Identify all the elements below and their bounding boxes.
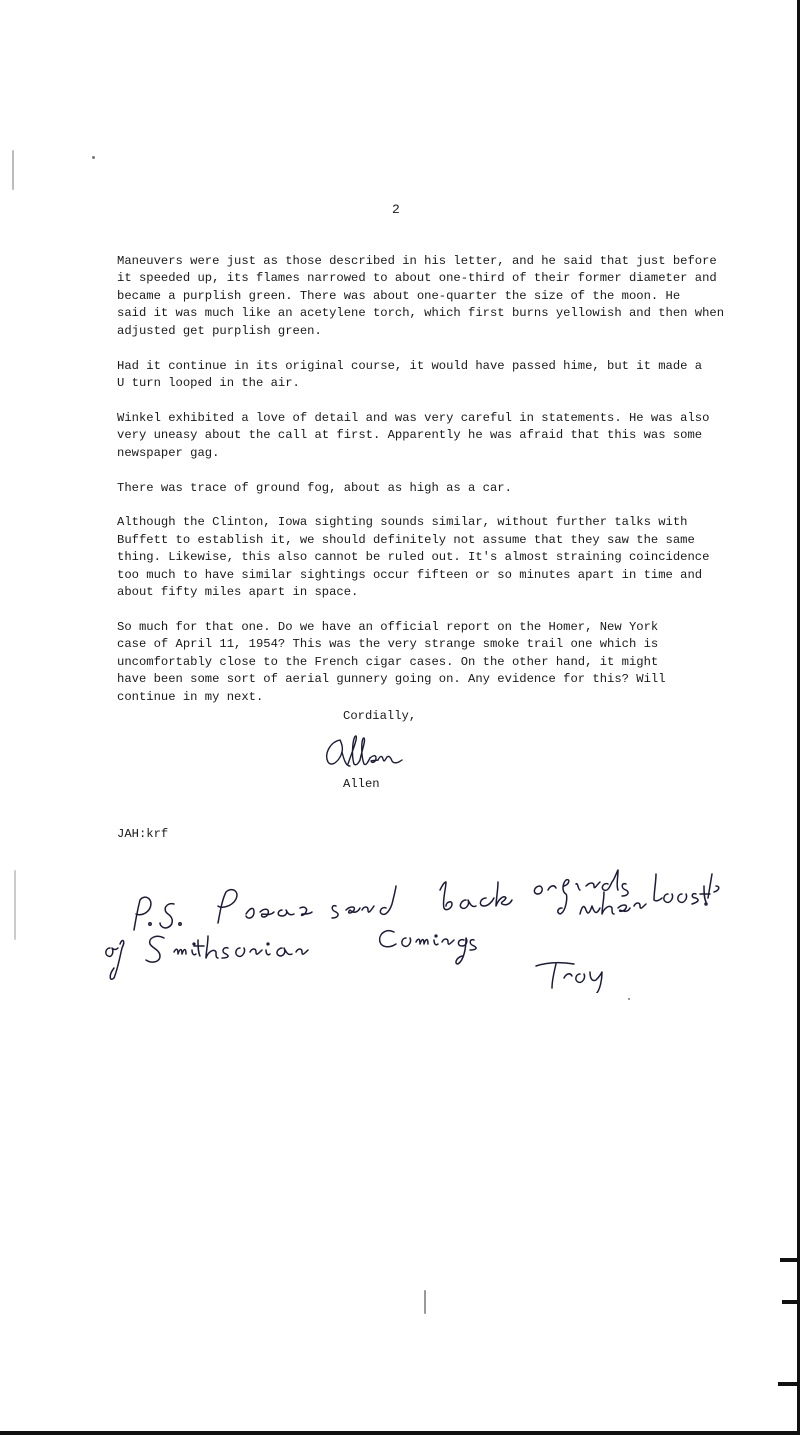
scan-edge-mark [780,1258,800,1262]
paragraph-maneuvers: Maneuvers were just as those described in his letter, and he said that just before it speeded up, its flames narrowed to about one-third of their former diameter and became a purplish green. There was about one-quarter the size of the moon. He said it was much like an acetylene torch, which first burns yellowish and then when adjusted get purplish green. [117,254,725,338]
scan-edge-mark [778,1382,800,1386]
scan-speck [424,1290,426,1314]
scan-edge-mark [782,1300,800,1304]
scan-speck [14,870,16,940]
scan-speck [92,156,95,159]
signer-name: Allen [343,777,380,791]
closing: Cordially, [343,709,417,723]
paragraph-homer-case: So much for that one. Do we have an official report on the Homer, New York case of April 11, 1954? This was the very strange smoke trail one which is uncomfortably close to the French cigar cases. On the other hand, it might have been some sort of aerial gunnery going on. Any evidence for this? Will continue in my next. [117,620,666,704]
reference-initials: JAH:krf [117,827,169,841]
signature-image [318,730,408,775]
scan-edge-bottom [0,1431,800,1435]
paragraph-ground-fog: There was trace of ground fog, about as high as a car. [117,480,512,495]
paragraph-clinton-sighting: Although the Clinton, Iowa sighting sounds similar, without further talks with Buffett to establish it, we should definitely not assume that they saw the same thing. Likewise, this also cannot be ruled out. It's almost straining coincidence too much to have similar sightings occur fifteen or so minutes apart in time and about fifty miles apart in space. [117,515,710,600]
paragraph-course: Had it continue in its original course, it would have passed hime, but it made a U turn looped in the air. [117,358,703,390]
letter-body [117,253,757,724]
scan-speck [12,150,14,190]
scan-speck [628,998,630,1000]
paragraph-winkel: Winkel exhibited a love of detail and was very careful in statements. He was also very uneasy about the call at first. Apparently he was afraid that this was some newspaper gag. [117,410,710,460]
page-number: 2 [392,202,400,217]
handwritten-postscript-image [100,868,720,993]
